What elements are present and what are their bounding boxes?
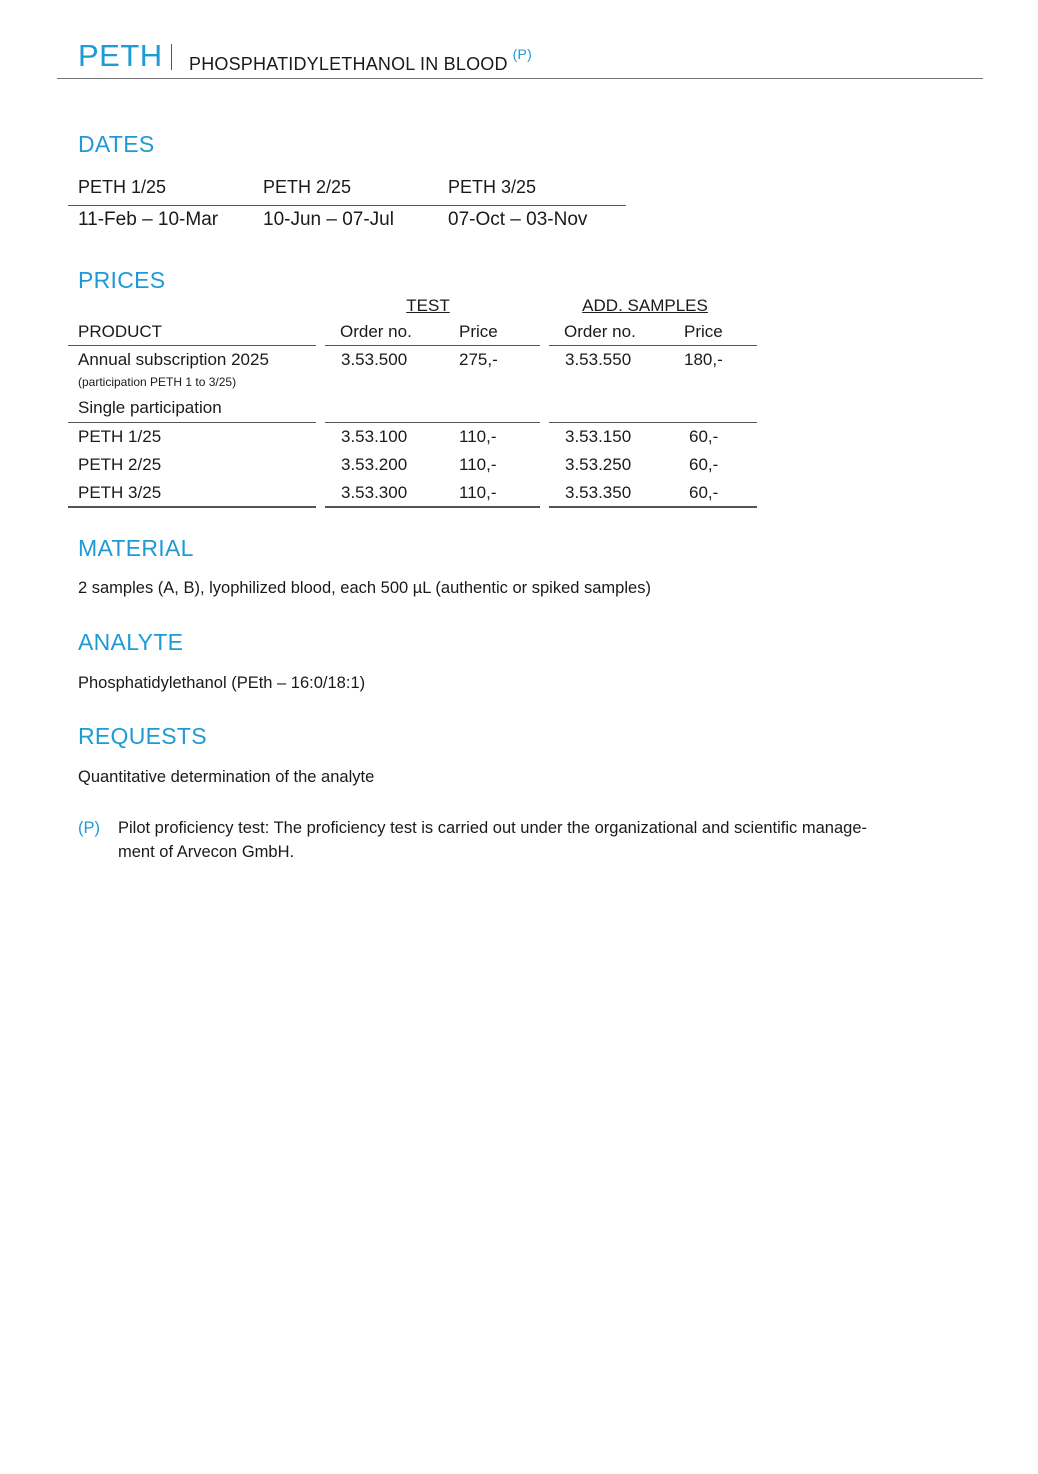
group-add-samples-label: ADD. SAMPLES xyxy=(582,296,708,315)
price-row-test-price: 110,- xyxy=(459,455,497,474)
table-rule xyxy=(325,422,540,423)
price-row-test-order: 3.53.300 xyxy=(341,483,408,502)
price-row-product: PETH 3/25 xyxy=(78,483,162,502)
analyte-heading: ANALYTE xyxy=(78,629,184,655)
round-name: PETH 3/25 xyxy=(448,177,537,197)
price-row-add-order: 3.53.250 xyxy=(565,455,632,474)
prices-heading: PRICES xyxy=(78,267,166,293)
material-text: 2 samples (A, B), lyophilized blood, each 500 µL (authentic or spiked samples) xyxy=(78,579,651,597)
annual-add-price: 180,- xyxy=(684,350,723,369)
round-period: 10-Jun – 07-Jul xyxy=(263,209,394,230)
analyte-text: Phosphatidylethanol (PEth – 16:0/18:1) xyxy=(78,674,366,692)
round-period: 11-Feb – 10-Mar xyxy=(78,209,219,230)
annual-test-price: 275,- xyxy=(459,350,498,369)
footnote-line-1: Pilot proficiency test: The proficiency test is carried out under the organizational and scientific manage- xyxy=(118,819,868,837)
annual-subscription-label: Annual subscription 2025 xyxy=(78,350,269,369)
header-rule xyxy=(57,78,983,79)
table-rule xyxy=(549,422,757,423)
price-row-test-price: 110,- xyxy=(459,427,497,446)
price-row-product: PETH 2/25 xyxy=(78,455,162,474)
price-row-add-price: 60,- xyxy=(689,483,719,502)
col-add-order-header: Order no. xyxy=(564,322,636,341)
col-test-order-header: Order no. xyxy=(340,322,412,341)
table-rule xyxy=(325,345,540,346)
page-title xyxy=(189,46,532,75)
material-heading: MATERIAL xyxy=(78,535,194,561)
col-product-header: PRODUCT xyxy=(78,322,163,341)
col-test-price-header: Price xyxy=(459,322,498,341)
col-add-price-header: Price xyxy=(684,322,723,341)
price-row-product: PETH 1/25 xyxy=(78,427,162,446)
price-row-add-price: 60,- xyxy=(689,427,719,446)
table-bottom-rule xyxy=(68,506,316,508)
round-name: PETH 2/25 xyxy=(263,177,352,197)
price-row-test-price: 110,- xyxy=(459,483,497,502)
table-rule xyxy=(68,345,316,346)
price-row-test-order: 3.53.200 xyxy=(341,455,408,474)
footnote-line-2: ment of Arvecon GmbH. xyxy=(118,843,295,861)
single-participation-label: Single participation xyxy=(78,398,222,417)
price-row-add-order: 3.53.150 xyxy=(565,427,632,446)
dates-rule xyxy=(68,205,626,206)
table-rule xyxy=(68,422,316,423)
annual-test-order: 3.53.500 xyxy=(341,350,408,369)
pilot-marker: (P) xyxy=(512,46,532,62)
price-row-add-price: 60,- xyxy=(689,455,719,474)
price-row-test-order: 3.53.100 xyxy=(341,427,408,446)
price-row-add-order: 3.53.350 xyxy=(565,483,632,502)
table-bottom-rule xyxy=(549,506,757,508)
header-separator xyxy=(171,44,172,70)
annual-add-order: 3.53.550 xyxy=(565,350,632,369)
page-code: PETH xyxy=(78,38,163,73)
table-rule xyxy=(549,345,757,346)
group-test-label: TEST xyxy=(406,296,450,315)
dates-heading: DATES xyxy=(78,131,155,157)
page-title-text: PHOSPHATIDYLETHANOL IN BLOOD xyxy=(189,54,508,74)
round-name: PETH 1/25 xyxy=(78,177,167,197)
footnote-marker: (P) xyxy=(78,819,100,837)
annual-subscription-note: (participation PETH 1 to 3/25) xyxy=(78,375,237,389)
requests-text: Quantitative determination of the analyte xyxy=(78,768,375,786)
round-period: 07-Oct – 03-Nov xyxy=(448,209,588,230)
requests-heading: REQUESTS xyxy=(78,723,207,749)
table-bottom-rule xyxy=(325,506,540,508)
